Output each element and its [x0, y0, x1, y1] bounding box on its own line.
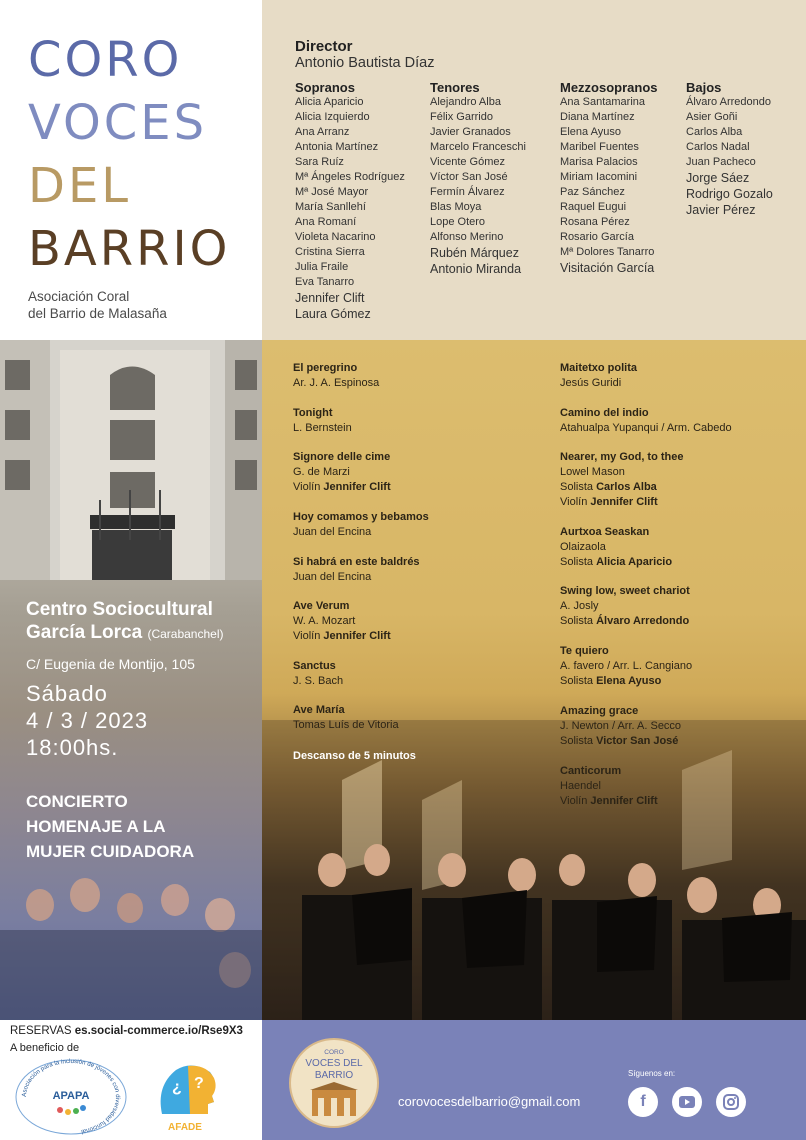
member-name: Marcelo Franceschi [430, 141, 526, 153]
program-piece [560, 525, 672, 570]
piece-title: Hoy comamos y bebamos [293, 511, 429, 523]
section-heading: Tenores [430, 80, 480, 95]
event-date: 4 / 3 / 2023 [26, 708, 149, 733]
reservations-link[interactable]: es.social-commerce.io/Rse9X3 [74, 1025, 243, 1037]
reservations: RESERVAS es.social-commerce.io/Rse9X3 [10, 1025, 243, 1037]
piece-performer: Solista Álvaro Arredondo [560, 615, 690, 627]
piece-title: Signore delle cime [293, 451, 391, 463]
piece-composer: Atahualpa Yupanqui / Arm. Cabedo [560, 422, 732, 434]
piece-composer: A. favero / Arr. L. Cangiano [560, 660, 693, 672]
member-name: Visitación García [560, 261, 655, 275]
member-name: Jorge Sáez [686, 171, 750, 185]
member-name: Carlos Alba [686, 126, 743, 138]
program-panel [262, 340, 806, 1020]
member-name: Diana Martínez [560, 111, 635, 123]
svg-text:AFADE: AFADE [168, 1122, 202, 1133]
member-name: Jennifer Clift [295, 291, 365, 305]
section-heading: Mezzosopranos [560, 80, 658, 95]
piece-title: Swing low, sweet chariot [560, 585, 690, 597]
member-name: Mª Ángeles Rodríguez [295, 171, 405, 183]
piece-title: Ave María [293, 704, 345, 716]
member-name: Félix Garrido [430, 111, 493, 123]
svg-text:CORO: CORO [324, 1049, 344, 1056]
program-piece [560, 644, 692, 689]
member-name: Fermín Álvarez [430, 186, 505, 198]
piece-performer: Violín Jennifer Clift [560, 496, 658, 508]
choir-logo [288, 1034, 380, 1132]
member-name: Javier Pérez [686, 203, 756, 217]
program-piece [293, 703, 399, 733]
program-piece [560, 450, 683, 510]
cast-section [430, 80, 526, 277]
member-name: Eva Tanarro [295, 276, 355, 288]
piece-composer: Lowel Mason [560, 466, 625, 478]
piece-title: Si habrá en este baldrés [293, 556, 420, 568]
program-piece [293, 659, 343, 689]
member-name: Alejandro Alba [430, 96, 501, 108]
facebook-icon[interactable]: f [628, 1087, 658, 1117]
piece-composer: Jesús Guridi [560, 377, 622, 389]
member-name: Ana Romaní [295, 216, 357, 228]
piece-title: Sanctus [293, 660, 336, 672]
program-piece [560, 361, 637, 391]
member-name: Vicente Gómez [430, 156, 506, 168]
apapa-logo [12, 1058, 130, 1136]
piece-title: Nearer, my God, to thee [560, 451, 684, 463]
section-heading: Bajos [686, 80, 722, 95]
member-name: Cristina Sierra [295, 246, 365, 258]
director-label: Director [295, 38, 353, 55]
svg-text:?: ? [194, 1075, 204, 1092]
intermission-note: Descanso de 5 minutos [293, 750, 416, 762]
program-piece [293, 450, 391, 495]
member-name: Ana Santamarina [560, 96, 645, 108]
member-name: Rosario García [560, 231, 634, 243]
member-name: Julia Fraile [295, 261, 349, 273]
contact-email[interactable]: corovocesdelbarrio@gmail.com [398, 1094, 581, 1109]
piece-title: Tonight [293, 407, 333, 419]
director-name: Antonio Bautista Díaz [295, 55, 435, 71]
piece-performer: Solista Victor San José [560, 735, 679, 747]
member-name: Alicia Izquierdo [295, 111, 370, 123]
choir-women-photo [0, 860, 262, 1020]
member-name: Lope Otero [430, 216, 486, 228]
piece-composer: Juan del Encina [293, 571, 372, 583]
event-time: 18:00hs. [26, 735, 119, 760]
piece-title: Ave Verum [293, 600, 350, 612]
venue-name: Centro Sociocultural García Lorca (Carabanchel) [26, 599, 224, 643]
member-name: Paz Sánchez [560, 186, 625, 198]
member-name: Juan Pacheco [686, 156, 756, 168]
director-block [295, 38, 434, 71]
title-barrio: BARRIO [28, 221, 231, 277]
program-piece [293, 510, 429, 540]
title-voces: VOCES [28, 95, 208, 151]
member-name: Sara Ruíz [295, 156, 344, 168]
piece-composer: A. Josly [560, 600, 599, 612]
member-name: Ana Arranz [295, 126, 350, 138]
member-name: Javier Granados [430, 126, 511, 138]
svg-text:VOCES DEL: VOCES DEL [305, 1058, 363, 1069]
afade-logo [152, 1056, 222, 1136]
venue-district: (Carabanchel) [147, 627, 224, 641]
piece-performer: Solista Carlos Alba [560, 481, 657, 493]
member-name: Carlos Nadal [686, 141, 750, 153]
venue-address: C/ Eugenia de Montijo, 105 [26, 656, 195, 672]
member-name: Alicia Aparicio [295, 96, 364, 108]
association-subtitle: Asociación Coral del Barrio de Malasaña [28, 289, 167, 321]
member-name: Rodrigo Gozalo [686, 187, 773, 201]
piece-composer: L. Bernstein [293, 422, 352, 434]
svg-text:APAPA: APAPA [52, 1090, 90, 1102]
piece-title: El peregrino [293, 362, 358, 374]
member-name: Mª Dolores Tanarro [560, 246, 655, 258]
piece-composer: Haendel [560, 780, 601, 792]
section-heading: Sopranos [295, 80, 355, 95]
piece-title: Aurtxoa Seaskan [560, 526, 650, 538]
cast-section [686, 80, 773, 218]
member-name: Víctor San José [430, 171, 508, 183]
member-name: Maribel Fuentes [560, 141, 639, 153]
piece-composer: Olaizaola [560, 541, 606, 553]
piece-composer: Tomas Luís de Vitoria [293, 719, 399, 731]
piece-title: Camino del indio [560, 407, 649, 419]
piece-performer: Violín Jennifer Clift [560, 795, 658, 807]
cast-section [295, 80, 405, 322]
member-name: Violeta Nacarino [295, 231, 376, 243]
program-piece [560, 704, 681, 749]
instagram-icon[interactable] [716, 1087, 746, 1117]
piece-performer: Solista Alicia Aparicio [560, 556, 673, 568]
piece-composer: J. S. Bach [293, 675, 344, 687]
piece-title: Amazing grace [560, 705, 639, 717]
youtube-icon[interactable] [672, 1087, 702, 1117]
svg-text:¿: ¿ [172, 1079, 182, 1096]
piece-title: Maitetxo polita [560, 362, 638, 374]
piece-composer: J. Newton / Arr. A. Secco [560, 720, 682, 732]
cast-section [560, 80, 658, 276]
date-block [26, 680, 148, 761]
piece-composer: W. A. Mozart [293, 615, 356, 627]
member-name: María Sanllehí [295, 201, 366, 213]
member-name: Rubén Márquez [430, 246, 519, 260]
member-name: Marisa Palacios [560, 156, 638, 168]
program-piece [293, 406, 352, 436]
social-label: Síguenos en: [628, 1069, 676, 1078]
program-piece [560, 584, 690, 629]
choir-men-photo [262, 720, 806, 1020]
member-name: Rosana Pérez [560, 216, 630, 228]
member-name: Blas Moya [430, 201, 482, 213]
beneficiary-label: A beneficio de [10, 1042, 80, 1054]
piece-title: Te quiero [560, 645, 609, 657]
piece-performer: Violín Jennifer Clift [293, 630, 391, 642]
piece-title: Canticorum [560, 765, 622, 777]
member-name: Miriam Iacomini [560, 171, 638, 183]
piece-composer: G. de Marzi [293, 466, 350, 478]
building-photo [0, 340, 262, 580]
concert-title: CONCIERTO HOMENAJE A LA MUJER CUIDADORA [26, 792, 195, 861]
program-piece [560, 406, 732, 436]
title-coro: CORO [28, 32, 183, 88]
member-name: Raquel Eugui [560, 201, 627, 213]
program-piece [293, 599, 391, 644]
piece-performer: Violín Jennifer Clift [293, 481, 391, 493]
program-piece [560, 764, 658, 809]
member-name: Mª José Mayor [295, 186, 369, 198]
program-piece [293, 555, 420, 585]
piece-composer: Ar. J. A. Espinosa [293, 377, 380, 389]
member-name: Alfonso Merino [430, 231, 504, 243]
title-del: DEL [28, 158, 132, 214]
piece-composer: Juan del Encina [293, 526, 372, 538]
svg-text:Asociación para la inclusión d: Asociación para la inclusión de jóvenes con diversidad funcional [20, 1058, 122, 1136]
member-name: Antonio Miranda [430, 262, 522, 276]
member-name: Laura Gómez [295, 307, 371, 321]
program-piece [293, 361, 379, 391]
svg-text:BARRIO: BARRIO [314, 1070, 354, 1081]
member-name: Antonia Martínez [295, 141, 379, 153]
member-name: Elena Ayuso [560, 126, 621, 138]
event-day: Sábado [26, 681, 108, 706]
piece-performer: Solista Elena Ayuso [560, 675, 662, 687]
member-name: Asier Goñi [686, 111, 738, 123]
member-name: Álvaro Arredondo [686, 96, 771, 108]
